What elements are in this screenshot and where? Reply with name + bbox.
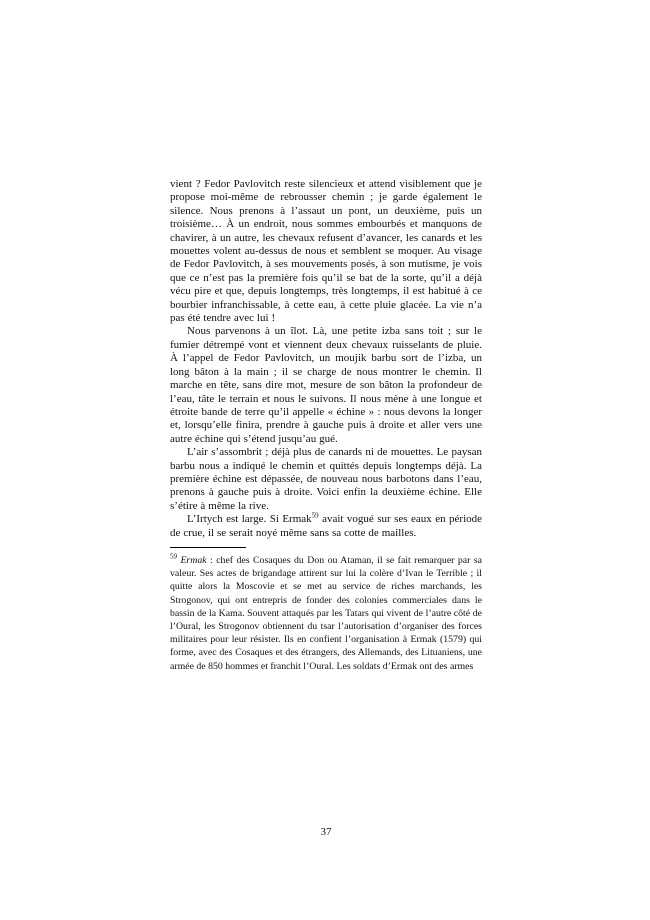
paragraph-2: Nous parvenons à un îlot. Là, une petite izba sans toit ; sur le fumier détrempé vont et viennent deux chevaux ruisselants de pluie. À l’appel de Fedor Pavlovitch, un moujik barbu sort de l’izba, un long bâton à la main ; il se charge de nous montrer le chemin. Il marche en tête, sans dire mot, mesure de son bâton la profondeur de l’eau, tâte le terrain et nous le suivons. Il nous mène à une longue et étroite bande de terre qu’il appelle « échine » : nous devons la longer et, lorsqu’elle finira, prendre à gauche puis à droite et aller vers une autre échine qui s’étend jusqu’au gué. <box>170 325 482 445</box>
footnote <box>170 554 482 673</box>
footnote-term: Ermak <box>177 554 207 566</box>
page-number: 37 <box>320 826 332 838</box>
footnote-separator <box>170 547 246 548</box>
paragraph-3: L’air s’assombrit ; déjà plus de canards ni de mouettes. Le paysan barbu nous a indiqué le chemin et quittés depuis longtemps déjà. La première échine est dépassée, de nouveau nous barbotons dans l’eau, prenons à gauche puis à droite. Voici enfin la deuxième échine. Elle s’étire à même la rive. <box>170 446 482 512</box>
paragraph-4 <box>170 513 482 540</box>
footnote-text: : chef des Cosaques du Don ou Ataman, il se fait remarquer par sa valeur. Ses actes de brigandage attirent sur lui la colère d’Ivan le Terrible ; il quitte alors la Moscovie et se met au service de riches marchands, les Strogonov, qui ont entrepris de fonder des colonies commerciales dans le bassin de la Kama. Souvent attaqués par les Tatars qui vivent de l’autre côté de l’Oural, les Strogonov obtiennent du tsar l’autorisation d’organiser des forces militaires pour leur résister. Ils en confient l’organisation à Ermak (1579) qui forme, avec des Cosaques et des étrangers, des Allemands, des Lituaniens, une armée de 850 hommes et franchit l’Oural. Les soldats d’Ermak ont des armes <box>170 554 482 672</box>
footnote-marker: 59 <box>170 552 177 561</box>
footnote-reference: 59 <box>311 511 319 520</box>
paragraph-1: vient ? Fedor Pavlovitch reste silencieux et attend visiblement que je propose moi-même de rebrousser chemin ; je garde également le silence. Nous prenons à l’assaut un pont, un deuxième, puis un troisième… À un endroit, nous sommes embourbés et manquons de chavirer, à un autre, les chevaux refusent d’avancer, les canards et les mouettes volent au-dessus de nous et semblent se moquer. Au visage de Fedor Pavlovitch, à ses mouvements posés, à son mutisme, je vois que ce n’est pas la première fois qu’il se bat de la sorte, qu’il a déjà vécu pire et que, depuis longtemps, très longtemps, il est habitué à ce bourbier infranchissable, à cette eau, à cette pluie glacée. La vie n’a pas été tendre avec lui ! <box>170 178 482 325</box>
text-block <box>170 178 482 673</box>
paragraph-4-text-after: avait vogué sur ses eaux en période de crue, il se serait noyé même sans sa cotte de mailles. <box>170 513 483 539</box>
paragraph-4-text-before: L’Irtych est large. Si Ermak <box>187 513 312 526</box>
